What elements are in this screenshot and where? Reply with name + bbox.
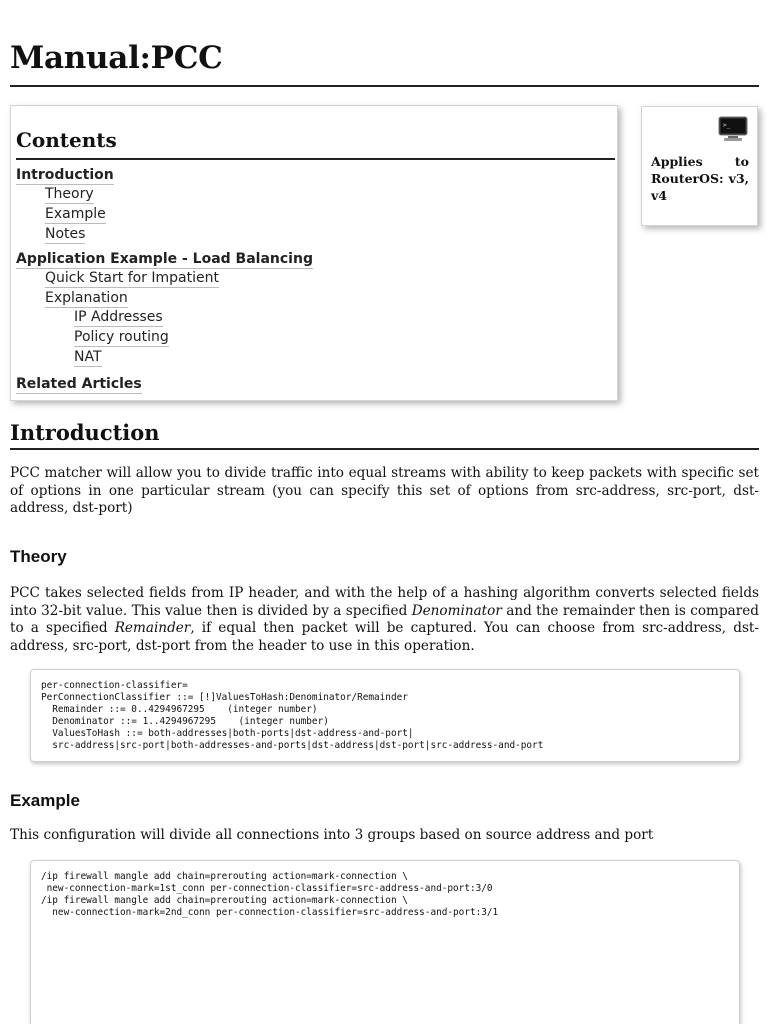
introduction-divider	[10, 448, 759, 450]
theory-text-part-2: and the remainder then is compared to a specified	[10, 602, 759, 636]
toc-item-introduction[interactable]: Introduction	[16, 167, 114, 183]
toc-item-quick-start[interactable]: Quick Start for Impatient	[45, 270, 219, 286]
section-heading-introduction: Introduction	[10, 420, 160, 445]
theory-text-part-3: , if equal then packet will be captured. You can choose from src-address, dst-address, src-port, dst-port from the header to use in this operation.	[10, 620, 759, 654]
toc-item-explanation[interactable]: Explanation	[45, 290, 128, 306]
toc-item-nat[interactable]: NAT	[74, 349, 102, 365]
table-of-contents	[10, 105, 618, 401]
toc-item-related-articles[interactable]: Related Articles	[16, 376, 142, 392]
toc-item-theory[interactable]: Theory	[45, 186, 94, 202]
introduction-paragraph: PCC matcher will allow you to divide traffic into equal streams with ability to keep packets with specific set of options in one particular stream (you can specify this set of options from src-address, src-port, dst-address, dst-port)	[10, 465, 759, 516]
toc-item-application-example[interactable]: Application Example - Load Balancing	[16, 251, 313, 267]
svg-text:>_: >_	[723, 122, 731, 129]
denominator-term: Denominator	[411, 602, 502, 619]
version-infobox	[641, 106, 758, 226]
example-code-block: /ip firewall mangle add chain=prerouting action=mark-connection \ new-connection-mark=1st_conn per-connection-classifier=src-address-and-port:3/0 /ip firewall mangle add chain=prerouting action=mark-connection \ new-connection-mark=2nd_conn per-connection-classifier=src-address-and-port:3/1	[30, 860, 740, 1024]
toc-title: Contents	[16, 128, 117, 152]
title-divider	[10, 85, 759, 87]
example-paragraph: This configuration will divide all connections into 3 groups based on source address and port	[10, 827, 654, 843]
theory-paragraph	[10, 585, 759, 655]
section-heading-theory: Theory	[10, 547, 67, 566]
applies-to-text: Applies to RouterOS: v3, v4	[651, 154, 749, 203]
toc-item-policy-routing[interactable]: Policy routing	[74, 329, 169, 345]
theory-text-part-1: PCC takes selected fields from IP header, and with the help of a hashing algorithm converts selected fields into 32-bit value. This value then is divided by a specified	[10, 585, 759, 619]
toc-item-notes[interactable]: Notes	[45, 226, 86, 242]
toc-divider	[16, 158, 615, 160]
page-title: Manual:PCC	[10, 40, 223, 76]
theory-code-block: per-connection-classifier= PerConnectionClassifier ::= [!]ValuesToHash:Denominator/Remainder Remainder ::= 0..4294967295 (integer number) Denominator ::= 1..4294967295 (integer number) ValuesToHash ::= both-addresses|both-ports|dst-address-and-port| src-address|src-port|both-addresses-and-ports|dst-address|dst-port|src-address-and-port	[30, 669, 740, 762]
remainder-term: Remainder	[114, 620, 191, 636]
toc-item-example[interactable]: Example	[45, 206, 106, 222]
toc-item-ip-addresses[interactable]: IP Addresses	[74, 309, 163, 325]
terminal-icon	[718, 116, 748, 146]
section-heading-example: Example	[10, 791, 80, 810]
